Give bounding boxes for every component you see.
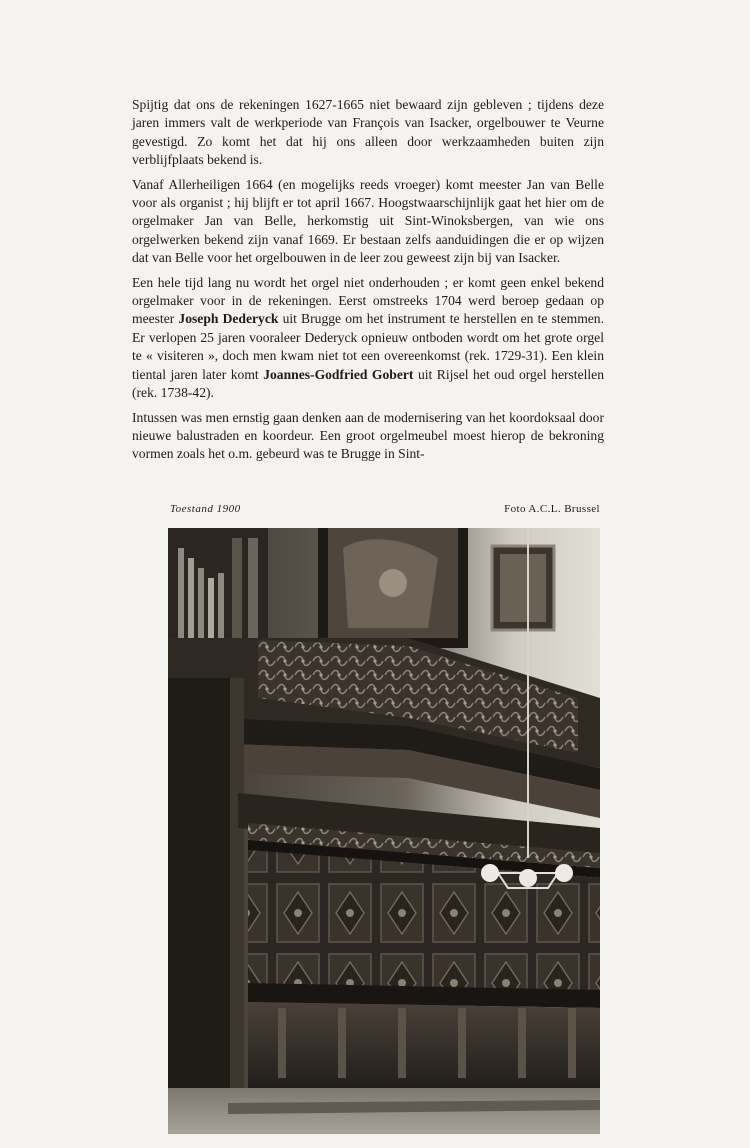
paragraph-3: [132, 274, 604, 403]
name-joannes-godfried-gobert: Joannes-Godfried Gobert: [263, 366, 414, 382]
photo-caption: [170, 501, 600, 517]
paragraph-3-text-a: Een hele tijd lang nu wordt het orgel niet onderhouden ; er komt geen enkel bekend orgelmaker voor in de rekeningen. Eerst omstreeks 1704 werd beroep gedaan op meester: [132, 274, 604, 327]
paragraph-2-text: Vanaf Allerheiligen 1664 (en mogelijks reeds vroeger) komt meester Jan van Belle voor als organist ; hij blijft er tot april 1667. Hoogstwaarschijnlijk gaat het hier om de orgelmaker Jan van Belle, herkomstig uit Sint-Winoksbergen, van wie ons orgelwerken bekend zijn vanaf 1669. Er bestaan zelfs aanduidingen die er op wijzen dat van Belle voor het orgelbouwen in de leer zou geweest zijn bij van Isacker.: [132, 176, 604, 266]
paragraph-2: [132, 176, 604, 268]
pillar-left: [168, 678, 238, 1134]
caption-credit: Foto A.C.L. Brussel: [504, 503, 600, 515]
body-text: [132, 96, 604, 470]
photo-illustration: [168, 528, 600, 1134]
paragraph-3-text-b: uit Brugge om het instrument te herstellen en te stemmen. Er verlopen 25 jaren vooraleer Dederyck opnieuw ontboden wordt om het grote orgel te « visiteren », doch men kwam niet tot een overeenkomst (rek. 1729-31). Een klein tiental jaren later komt: [132, 311, 605, 382]
paragraph-4: [132, 409, 604, 464]
paragraph-4-text: Intussen was men ernstig gaan denken aan de modernisering van het koordoksaal door nieuwe balustraden en koordeur. Een groot orgelmeubel moest hierop de bekroning vormen zoals het o.m. gebeurd was te Brugge in Sint-: [132, 409, 604, 462]
painting-small: [492, 546, 554, 630]
caption-state: Toestand 1900: [170, 503, 241, 515]
paragraph-3-text-c: uit Rijsel het oud orgel herstellen (rek. 1738-42).: [132, 366, 604, 401]
name-joseph-dederyck: Joseph Dederyck: [178, 311, 279, 327]
choir-stalls: [248, 850, 600, 1088]
painting-large: [318, 528, 468, 648]
paragraph-1-text: Spijtig dat ons de rekeningen 1627-1665 niet bewaard zijn gebleven ; tijdens deze jaren immers valt de werkperiode van François van Isacker, orgelbouwer te Veurne gevestigd. Zo komt het dat hij ons alleen door werkzaamheden buiten zijn verblijfplaats bekend is.: [132, 97, 604, 168]
paragraph-1: [132, 96, 604, 170]
choir-stalls-photo: [168, 528, 600, 1134]
